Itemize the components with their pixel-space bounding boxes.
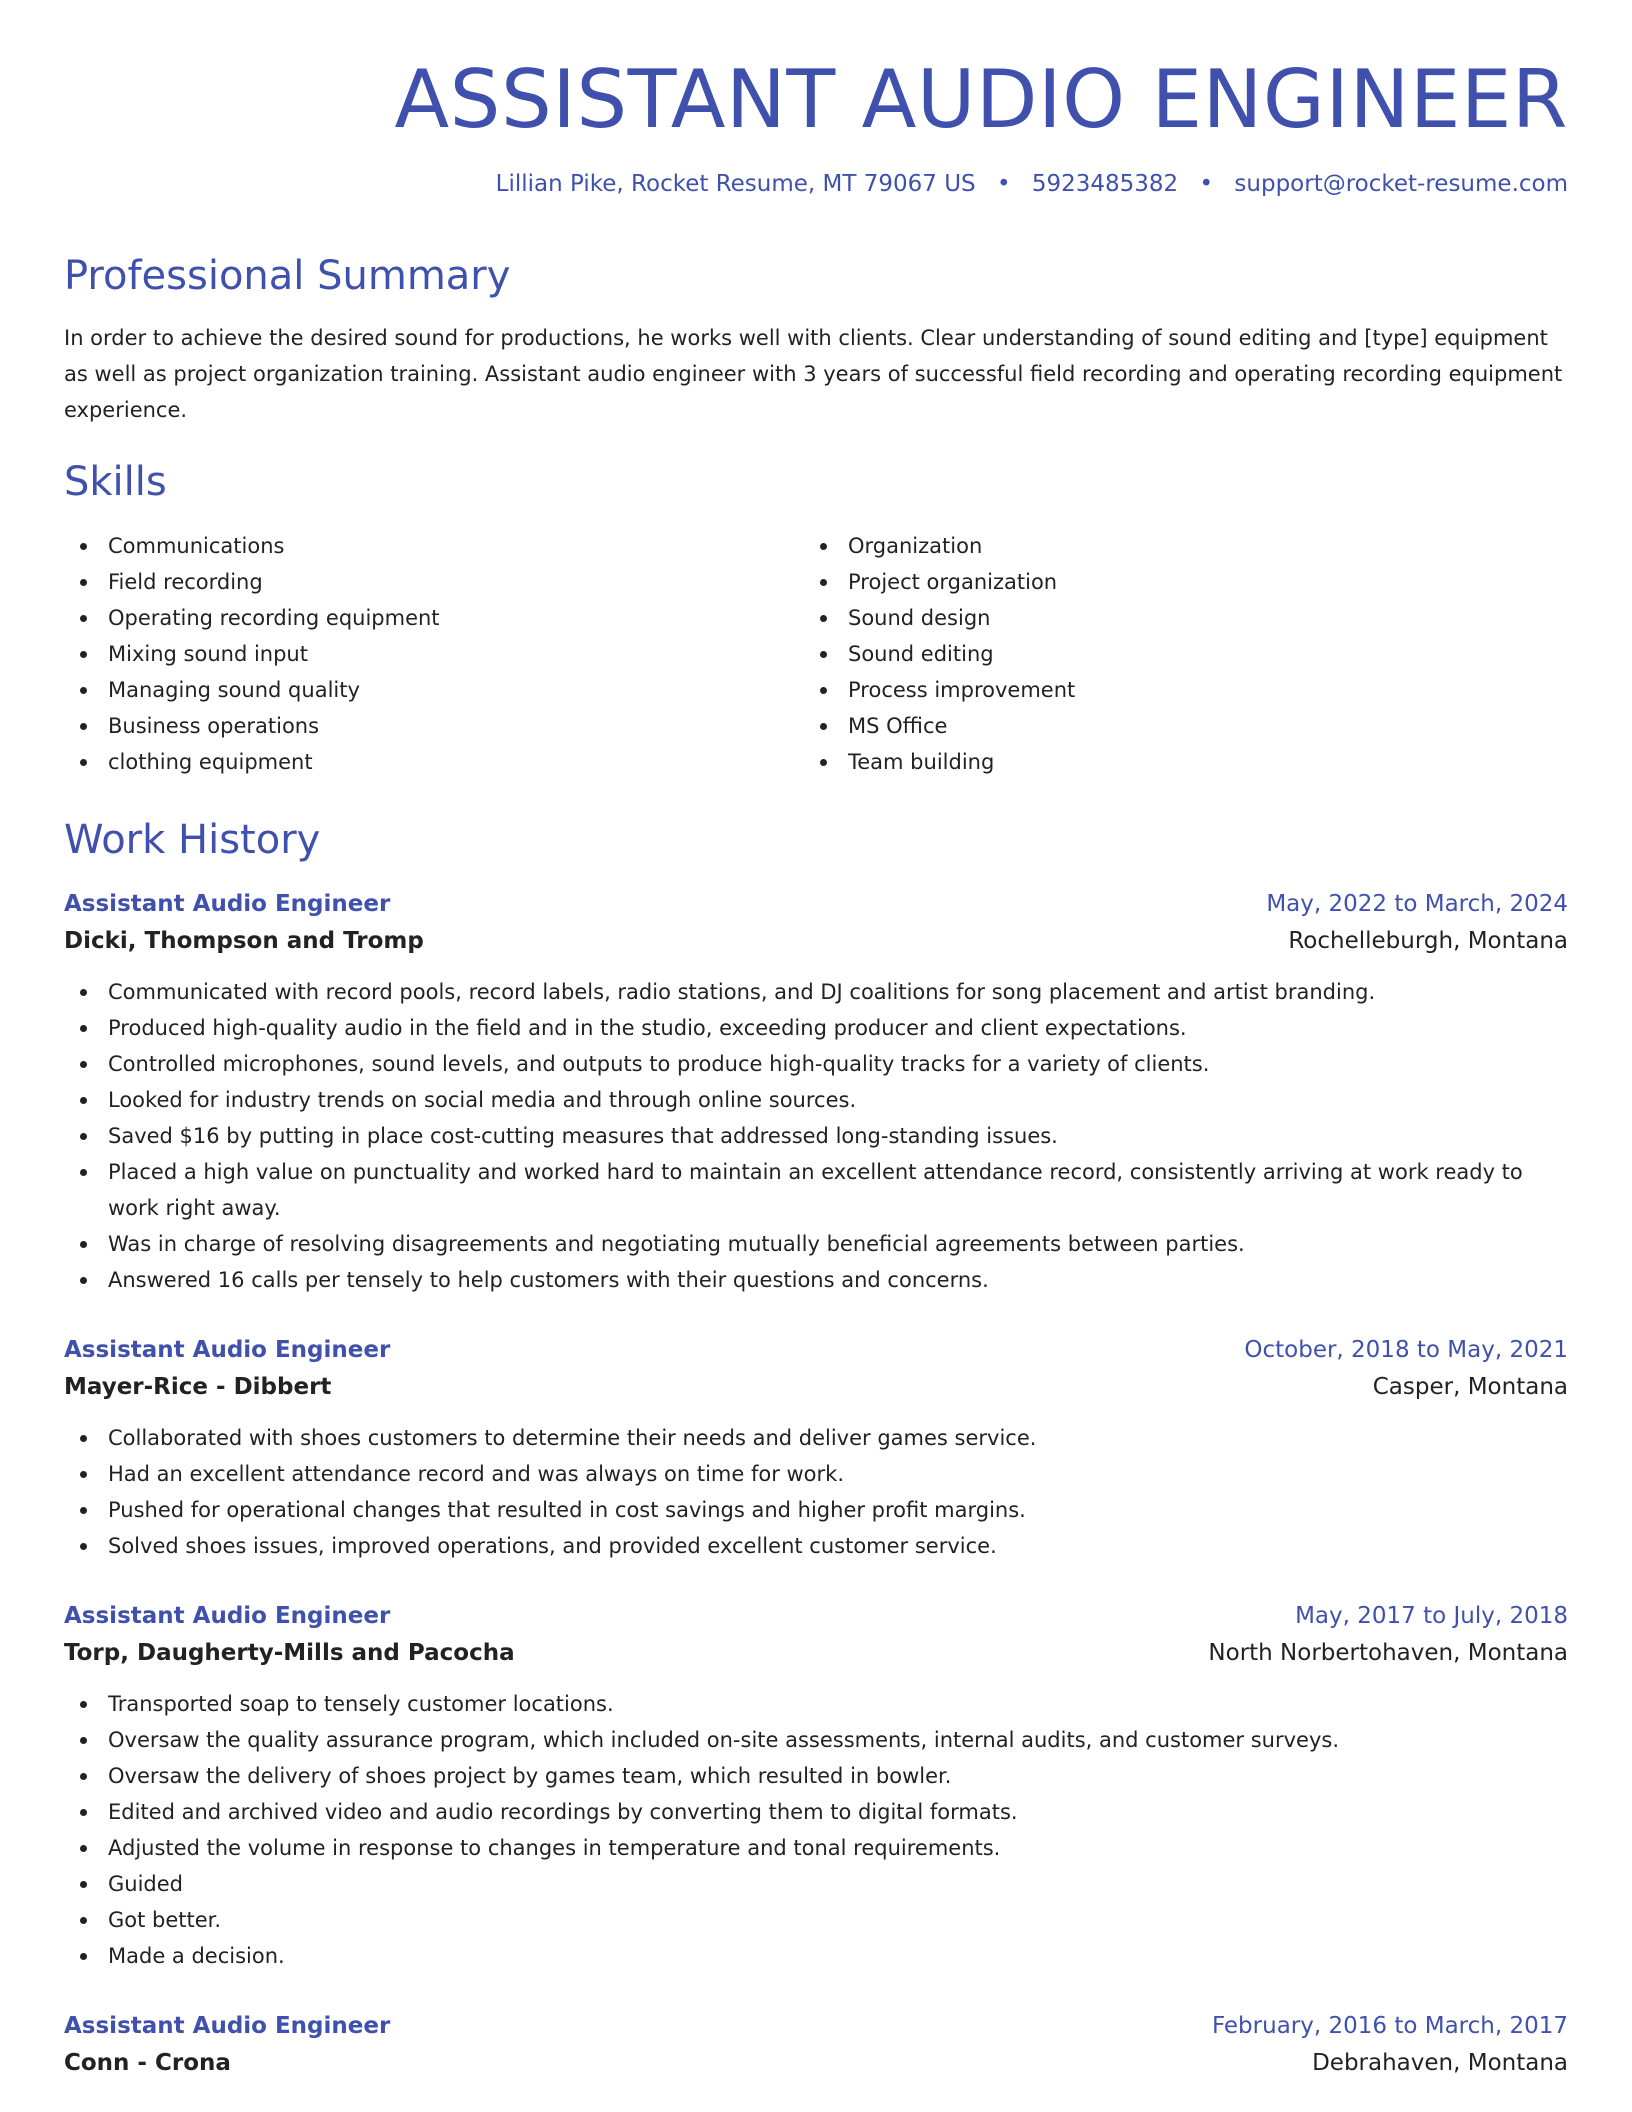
job-location: Casper, Montana [1372, 1373, 1568, 1400]
skills-list [64, 528, 1568, 780]
contact-line [64, 170, 1568, 200]
resume-header [64, 0, 1568, 200]
duty-item: Communicated with record pools, record labels, radio stations, and DJ coalitions for song placement and artist branding. [64, 974, 1568, 1010]
job-entry [64, 1598, 1568, 1974]
job-entry [64, 886, 1568, 1298]
skill-item: Mixing sound input [64, 636, 804, 672]
job-dates: October, 2018 to May, 2021 [1244, 1336, 1568, 1363]
duty-item: Solved shoes issues, improved operations, and provided excellent customer service. [64, 1528, 1568, 1564]
skills-column-left [64, 528, 804, 780]
duty-item: Looked for industry trends on social media and through online sources. [64, 1082, 1568, 1118]
job-duties [64, 974, 1568, 1298]
job-entry [64, 1332, 1568, 1564]
job-duties [64, 1686, 1568, 1974]
duty-item: Saved $16 by putting in place cost-cutting measures that addressed long-standing issues. [64, 1118, 1568, 1154]
job-dates: May, 2022 to March, 2024 [1266, 890, 1568, 917]
duty-item: Made a decision. [64, 1938, 1568, 1974]
duty-item: Adjusted the volume in response to changes in temperature and tonal requirements. [64, 1830, 1568, 1866]
duty-item: Guided [64, 1866, 1568, 1902]
skill-item: Business operations [64, 708, 804, 744]
duty-item: Oversaw the quality assurance program, which included on-site assessments, internal audits, and customer surveys. [64, 1722, 1568, 1758]
skill-item: Team building [804, 744, 1504, 780]
duty-item: Pushed for operational changes that resulted in cost savings and higher profit margins. [64, 1492, 1568, 1528]
skill-item: MS Office [804, 708, 1504, 744]
duty-item: Got better. [64, 1902, 1568, 1938]
job-title: Assistant Audio Engineer [64, 1602, 391, 1629]
duty-item: Transported soap to tensely customer locations. [64, 1686, 1568, 1722]
skill-item: Process improvement [804, 672, 1504, 708]
job-location: North Norbertohaven, Montana [1208, 1639, 1568, 1666]
job-company-row [64, 922, 1568, 960]
job-title-row [64, 886, 1568, 922]
job-company-row [64, 2044, 1568, 2082]
skill-item: Field recording [64, 564, 804, 600]
duty-item: Oversaw the delivery of shoes project by games team, which resulted in bowler. [64, 1758, 1568, 1794]
duty-item: Controlled microphones, sound levels, and outputs to produce high-quality tracks for a variety of clients. [64, 1046, 1568, 1082]
duty-item: Was in charge of resolving disagreements and negotiating mutually beneficial agreements between parties. [64, 1226, 1568, 1262]
contact-phone: 5923485382 [1031, 171, 1179, 197]
job-dates: February, 2016 to March, 2017 [1211, 2012, 1568, 2039]
skill-item: Organization [804, 528, 1504, 564]
job-company: Dicki, Thompson and Tromp [64, 927, 424, 954]
skills-heading: Skills [64, 458, 167, 505]
duty-item: Produced high-quality audio in the field and in the studio, exceeding producer and client expectations. [64, 1010, 1568, 1046]
skill-item: Operating recording equipment [64, 600, 804, 636]
duty-item: Collaborated with shoes customers to determine their needs and deliver games service. [64, 1420, 1568, 1456]
summary-text: In order to achieve the desired sound for productions, he works well with clients. Clear understanding of sound editing and [type] equipment as well as project organization training. Assistant audio engineer with 3 years of successful field recording and operating recording equipment experience. [64, 325, 1563, 422]
job-location: Rochelleburgh, Montana [1288, 927, 1568, 954]
job-title-row [64, 1332, 1568, 1368]
skill-item: Project organization [804, 564, 1504, 600]
skill-item: Sound design [804, 600, 1504, 636]
job-title: Assistant Audio Engineer [64, 2012, 391, 2039]
contact-separator: • [1199, 171, 1214, 197]
skill-item: Communications [64, 528, 804, 564]
job-location: Debrahaven, Montana [1312, 2049, 1568, 2076]
job-entry [64, 2008, 1568, 2082]
duty-item: Had an excellent attendance record and was always on time for work. [64, 1456, 1568, 1492]
skill-item: clothing equipment [64, 744, 804, 780]
duty-item: Edited and archived video and audio recordings by converting them to digital formats. [64, 1794, 1568, 1830]
job-duties [64, 1420, 1568, 1564]
resume-title: ASSISTANT AUDIO ENGINEER [394, 53, 1568, 146]
skill-item: Managing sound quality [64, 672, 804, 708]
job-company-row [64, 1634, 1568, 1672]
job-title: Assistant Audio Engineer [64, 1336, 391, 1363]
job-title: Assistant Audio Engineer [64, 890, 391, 917]
skill-item: Sound editing [804, 636, 1504, 672]
contact-address: Lillian Pike, Rocket Resume, MT 79067 US [495, 171, 976, 197]
job-dates: May, 2017 to July, 2018 [1295, 1602, 1568, 1629]
skills-column-right [804, 528, 1504, 780]
job-company: Mayer-Rice - Dibbert [64, 1373, 332, 1400]
summary-heading: Professional Summary [64, 252, 511, 299]
job-company: Conn - Crona [64, 2049, 231, 2076]
duty-item: Answered 16 calls per tensely to help customers with their questions and concerns. [64, 1262, 1568, 1298]
duty-item: Placed a high value on punctuality and worked hard to maintain an excellent attendance record, consistently arriving at work ready to work right away. [64, 1154, 1568, 1226]
job-title-row [64, 1598, 1568, 1634]
job-title-row [64, 2008, 1568, 2044]
work-history-heading: Work History [64, 816, 321, 863]
job-company-row [64, 1368, 1568, 1406]
job-company: Torp, Daugherty-Mills and Pacocha [64, 1639, 515, 1666]
contact-separator: • [996, 171, 1011, 197]
contact-email[interactable]: support@rocket-resume.com [1234, 171, 1568, 197]
